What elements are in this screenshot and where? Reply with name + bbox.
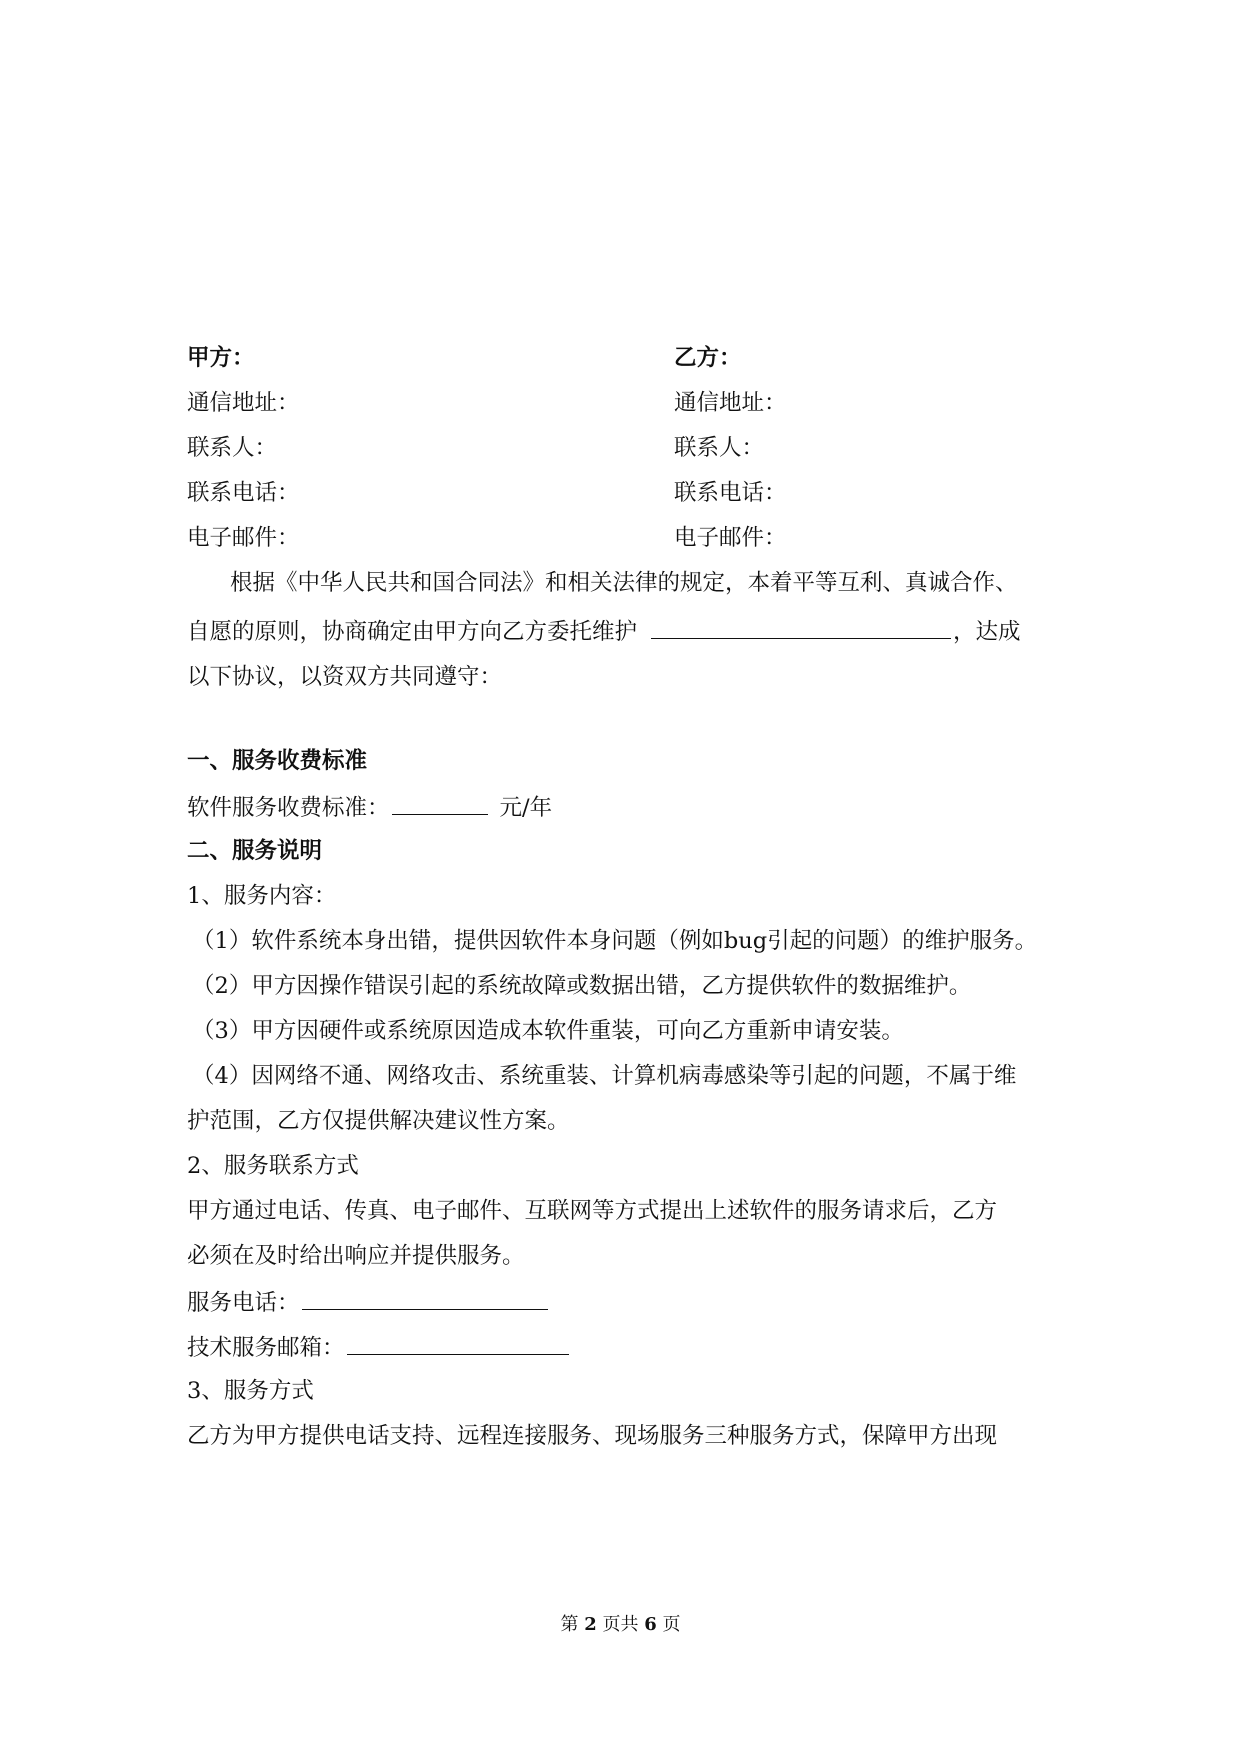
service-email-line (187, 1326, 569, 1366)
section-2-title: 二、服务说明 (187, 838, 323, 864)
preamble-line-3: 以下协议，以资双方共同遵守： (187, 664, 503, 690)
fee-unit: 元/年 (499, 795, 553, 821)
service-content-item-1: （1）软件系统本身出错，提供因软件本身问题（例如bug引起的问题）的维护服务。 (192, 928, 1038, 954)
party-b-phone-label: 联系电话： (674, 480, 787, 506)
party-a-contact-label: 联系人： (187, 435, 278, 461)
service-content-item-3: （3）甲方因硬件或系统原因造成本软件重装，可向乙方重新申请安装。 (192, 1018, 904, 1044)
contact-method-text-1: 甲方通过电话、传真、电子邮件、互联网等方式提出上述软件的服务请求后，乙方 (187, 1198, 998, 1224)
service-phone-label: 服务电话： (187, 1290, 300, 1316)
service-email-blank[interactable] (347, 1326, 569, 1355)
footer-total-pages: 6 (644, 1614, 657, 1635)
service-content-item-4: （4）因网络不通、网络攻击、系统重装、计算机病毒感染等引起的问题，不属于维 (192, 1063, 1017, 1089)
footer-middle: 页共 (602, 1614, 639, 1635)
footer-prefix: 第 (560, 1614, 579, 1635)
service-phone-blank[interactable] (302, 1281, 548, 1310)
party-b-contact-label: 联系人： (674, 435, 765, 461)
party-a-email-label: 电子邮件： (187, 525, 300, 551)
party-a-heading: 甲方： (187, 345, 255, 371)
contact-method-text-2: 必须在及时给出响应并提供服务。 (187, 1243, 525, 1269)
maintenance-subject-blank[interactable] (651, 610, 951, 639)
preamble-line-2-text: 自愿的原则，协商确定由甲方向乙方委托维护 (187, 619, 638, 645)
party-a-phone-label: 联系电话： (187, 480, 300, 506)
party-b-address-label: 通信地址： (674, 390, 787, 416)
service-content-item-4-cont: 护范围，乙方仅提供解决建议性方案。 (187, 1108, 570, 1134)
preamble-line-1: 根据《中华人民共和国合同法》和相关法律的规定，本着平等互利、真诚合作、 (230, 570, 1018, 596)
service-email-label: 技术服务邮箱： (187, 1335, 345, 1361)
service-mode-title: 3、服务方式 (187, 1378, 314, 1404)
preamble-line-2 (187, 610, 1021, 650)
party-b-heading: 乙方： (674, 345, 742, 371)
fee-amount-blank[interactable] (392, 786, 488, 815)
page-footer (0, 1612, 1241, 1638)
service-content-title: 1、服务内容： (187, 883, 337, 909)
fee-line (187, 786, 552, 826)
service-phone-line (187, 1281, 548, 1321)
service-mode-text-1: 乙方为甲方提供电话支持、远程连接服务、现场服务三种服务方式，保障甲方出现 (187, 1423, 998, 1449)
contact-method-title: 2、服务联系方式 (187, 1153, 359, 1179)
preamble-line-2-end: ，达成 (953, 619, 1021, 645)
party-a-address-label: 通信地址： (187, 390, 300, 416)
party-b-email-label: 电子邮件： (674, 525, 787, 551)
section-1-title: 一、服务收费标准 (187, 748, 368, 774)
footer-page-number: 2 (584, 1614, 597, 1635)
footer-suffix: 页 (662, 1614, 681, 1635)
fee-label: 软件服务收费标准： (187, 795, 390, 821)
service-content-item-2: （2）甲方因操作错误引起的系统故障或数据出错，乙方提供软件的数据维护。 (192, 973, 972, 999)
